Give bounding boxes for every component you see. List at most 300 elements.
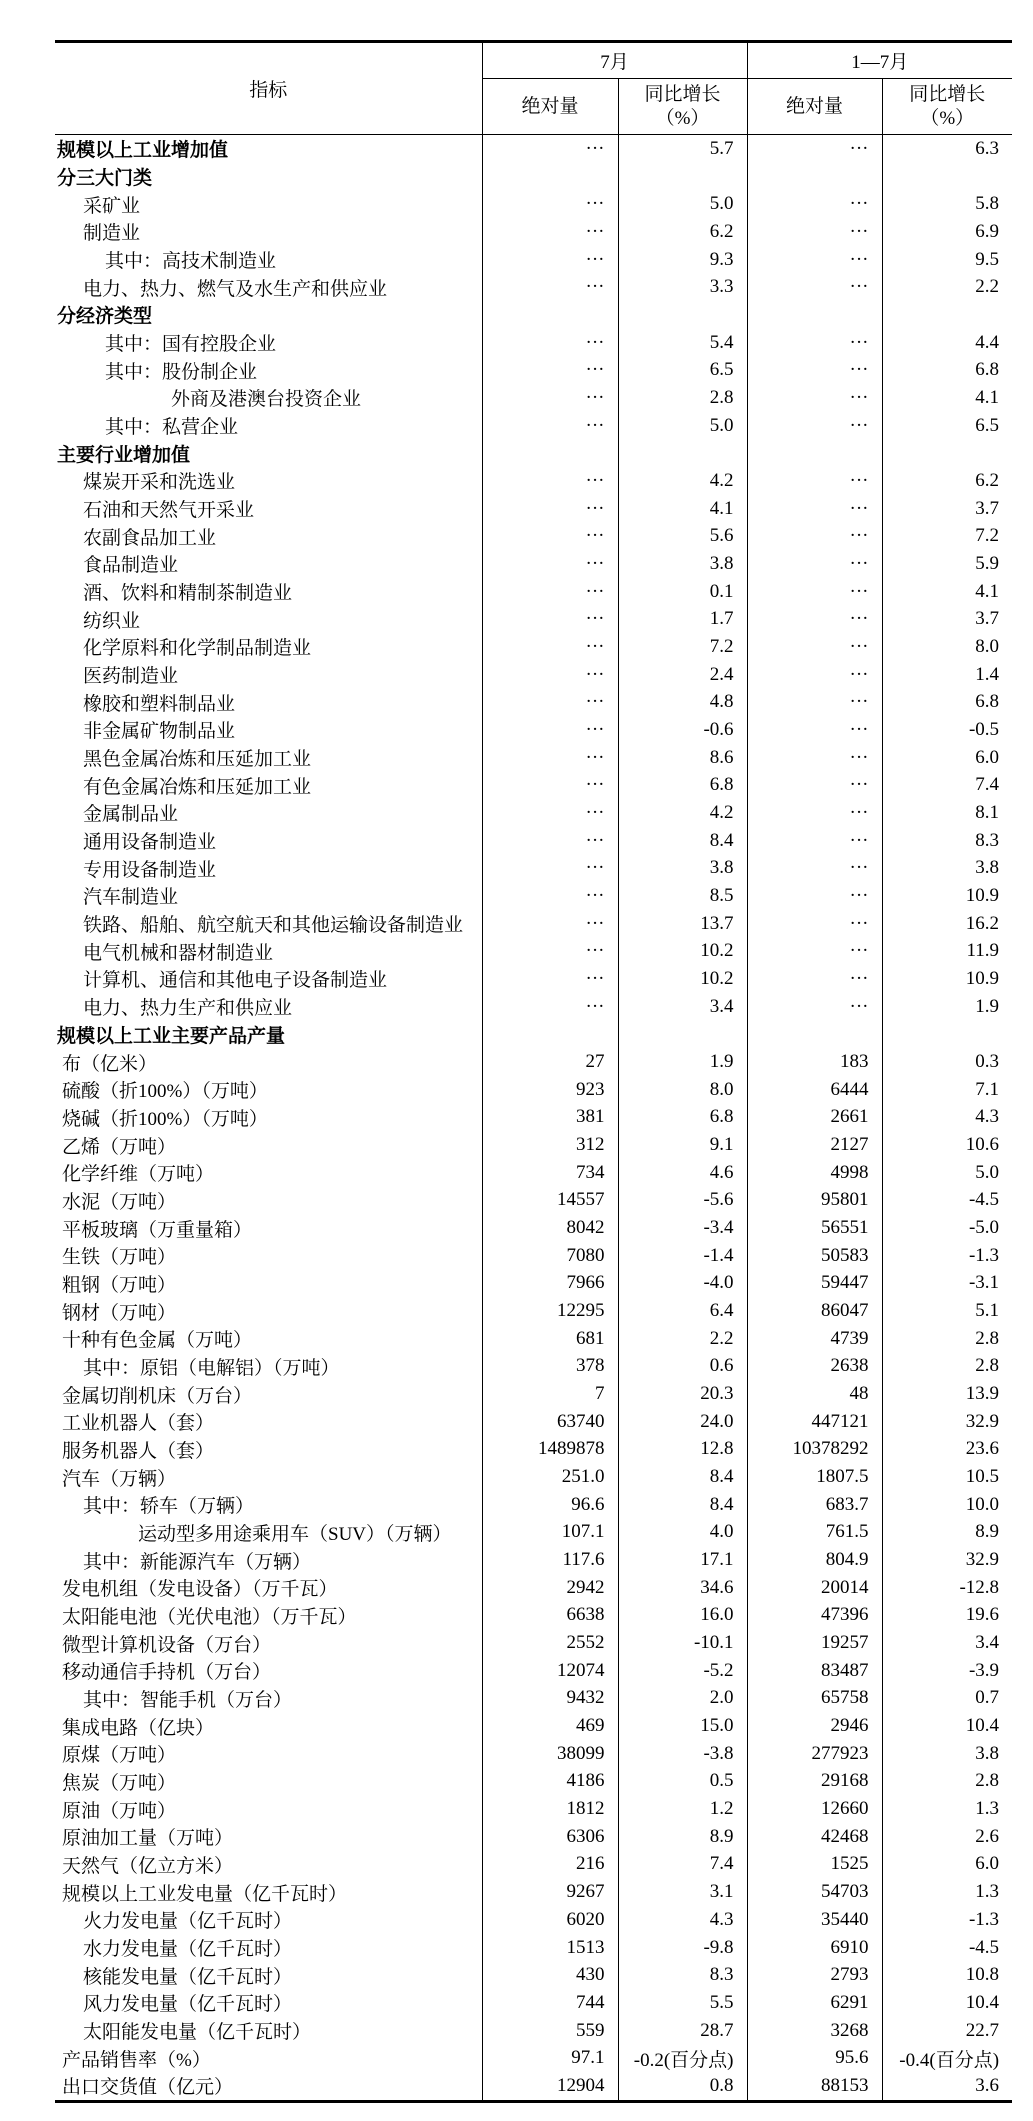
value-cell-jan-jul-yoy: 4.1 [882,578,1012,606]
value-cell-jan-jul-yoy: 1.3 [882,1878,1012,1906]
value-cell-july-yoy: 4.1 [618,495,747,523]
row-label: 核能发电量（亿千瓦时） [83,1966,293,1988]
value-cell-july-absolute: ··· [482,273,618,301]
value-cell-july-yoy: 34.6 [618,1574,747,1602]
table-row [55,190,1012,218]
row-label: 制造业 [83,223,141,245]
value-cell-jan-jul-yoy: 10.4 [882,1989,1012,2017]
value-cell-july-yoy: 8.5 [618,882,747,910]
value-cell-july-absolute: 38099 [482,1740,618,1768]
value-cell-july-yoy: 15.0 [618,1712,747,1740]
value-cell-jan-jul-yoy: -4.5 [882,1187,1012,1215]
value-cell-july-absolute: ··· [482,661,618,689]
table-row [55,1380,1012,1408]
table-row [55,688,1012,716]
table-row [55,1270,1012,1298]
value-cell-jan-jul-yoy: -1.3 [882,1242,1012,1270]
value-cell-jan-jul-yoy: 2.6 [882,1823,1012,1851]
value-cell-july-yoy: -1.4 [618,1242,747,1270]
value-cell-jan-jul-absolute: ··· [747,854,882,882]
yoy-label-line2: （%） [655,107,710,129]
value-cell-july-absolute: 12904 [482,2072,618,2101]
row-label: 其中：智能手机（万台） [83,1689,293,1711]
value-cell-jan-jul-absolute: ··· [747,135,882,163]
value-cell-jan-jul-yoy: 6.2 [882,467,1012,495]
value-cell-jan-jul-yoy: -4.5 [882,1934,1012,1962]
table-row [55,1961,1012,1989]
row-label: 主要行业增加值 [57,444,191,466]
value-cell-july-absolute: 1812 [482,1795,618,1823]
table-row [55,965,1012,993]
value-cell-jan-jul-yoy: 8.9 [882,1519,1012,1547]
value-cell-july-absolute: 97.1 [482,2044,618,2072]
value-cell-july-absolute: ··· [482,246,618,274]
value-cell-jan-jul-yoy: 10.4 [882,1712,1012,1740]
table-row [55,1436,1012,1464]
value-cell-jan-jul-yoy: 6.8 [882,356,1012,384]
table-row [55,550,1012,578]
value-cell-jan-jul-yoy: 3.8 [882,854,1012,882]
value-cell-jan-jul-yoy: 3.4 [882,1629,1012,1657]
value-cell-jan-jul-yoy: 13.9 [882,1380,1012,1408]
value-cell-july-yoy: 1.7 [618,605,747,633]
value-cell-jan-jul-yoy: 10.5 [882,1463,1012,1491]
row-label: 分经济类型 [57,306,153,328]
value-cell-jan-jul-absolute: 47396 [747,1602,882,1630]
value-cell-july-absolute: ··· [482,135,618,163]
row-label: 产品销售率（%） [62,2049,211,2071]
row-label: 化学纤维（万吨） [62,1164,215,1186]
value-cell-jan-jul-absolute: 54703 [747,1878,882,1906]
table-row [55,2017,1012,2045]
table-row [55,744,1012,772]
table-row [55,384,1012,412]
value-cell-july-absolute: 923 [482,1076,618,1104]
row-label: 十种有色金属（万吨） [62,1330,253,1352]
row-label: 采矿业 [83,195,141,217]
value-cell-july-yoy: 3.3 [618,273,747,301]
value-cell-jan-jul-yoy: 6.3 [882,135,1012,163]
value-cell-july-absolute: 1489878 [482,1436,618,1464]
value-cell-july-yoy: 6.8 [618,771,747,799]
value-cell-july-absolute: 107.1 [482,1519,618,1547]
value-cell-jan-jul-absolute: ··· [747,661,882,689]
value-cell-july-yoy [618,163,747,191]
value-cell-july-absolute: 681 [482,1325,618,1353]
value-cell-july-yoy: 0.8 [618,2072,747,2101]
column-header-jan-jul: 1—7月 [747,42,1012,79]
table-row [55,1574,1012,1602]
value-cell-july-yoy: 20.3 [618,1380,747,1408]
row-label: 电力、热力、燃气及水生产和供应业 [83,278,388,300]
table-row [55,135,1012,163]
value-cell-jan-jul-yoy: 4.4 [882,329,1012,357]
value-cell-july-yoy: 5.6 [618,522,747,550]
column-header-absolute-jan-jul [747,79,882,135]
value-cell-july-yoy: 8.3 [618,1961,747,1989]
row-label: 石油和天然气开采业 [83,500,255,522]
table-row [55,1629,1012,1657]
column-header-indicator: 指标 [55,42,482,135]
value-cell-jan-jul-absolute: ··· [747,965,882,993]
row-label: 布（亿米） [62,1053,158,1075]
value-cell-jan-jul-yoy: 5.1 [882,1297,1012,1325]
value-cell-july-absolute: 312 [482,1131,618,1159]
value-cell-july-yoy: -5.6 [618,1187,747,1215]
table-row [55,329,1012,357]
row-label: 专用设备制造业 [83,859,217,881]
value-cell-jan-jul-absolute: ··· [747,688,882,716]
value-cell-jan-jul-yoy: 6.9 [882,218,1012,246]
value-cell-jan-jul-absolute: 35440 [747,1906,882,1934]
row-label: 有色金属冶炼和压延加工业 [83,776,312,798]
table-row [55,1712,1012,1740]
table-row [55,1546,1012,1574]
value-cell-july-yoy: 12.8 [618,1436,747,1464]
row-label: 外商及港澳台投资企业 [171,389,362,411]
value-cell-july-yoy: 2.4 [618,661,747,689]
table-row [55,1934,1012,1962]
value-cell-july-yoy: 16.0 [618,1602,747,1630]
value-cell-jan-jul-yoy: 0.7 [882,1685,1012,1713]
value-cell-jan-jul-yoy: 2.8 [882,1325,1012,1353]
row-label: 烧碱（折100%）（万吨） [62,1108,268,1130]
value-cell-jan-jul-yoy: 23.6 [882,1436,1012,1464]
row-label: 汽车（万辆） [62,1468,177,1490]
value-cell-july-absolute: ··· [482,688,618,716]
value-cell-jan-jul-absolute: 95801 [747,1187,882,1215]
table-row [55,1795,1012,1823]
table-row [55,937,1012,965]
table-row [55,1131,1012,1159]
value-cell-jan-jul-yoy: 6.0 [882,1851,1012,1879]
value-cell-jan-jul-yoy: 2.8 [882,1768,1012,1796]
value-cell-july-yoy: 4.8 [618,688,747,716]
industrial-output-table [55,40,1012,2103]
value-cell-jan-jul-yoy: 2.2 [882,273,1012,301]
table-row [55,1159,1012,1187]
value-cell-jan-jul-yoy: 3.6 [882,2072,1012,2101]
row-label: 粗钢（万吨） [62,1274,177,1296]
row-label: 钢材（万吨） [62,1302,177,1324]
value-cell-july-absolute: 430 [482,1961,618,1989]
table-row [55,1519,1012,1547]
row-label: 太阳能发电量（亿千瓦时） [83,2022,312,2044]
row-label: 太阳能电池（光伏电池）（万千瓦） [62,1606,357,1628]
row-label: 乙烯（万吨） [62,1136,177,1158]
row-label: 煤炭开采和洗选业 [83,472,236,494]
value-cell-july-absolute: 12074 [482,1657,618,1685]
value-cell-jan-jul-absolute: 447121 [747,1408,882,1436]
value-cell-july-yoy: 8.0 [618,1076,747,1104]
value-cell-july-yoy: 6.8 [618,1104,747,1132]
value-cell-jan-jul-absolute: ··· [747,578,882,606]
table-row [55,1104,1012,1132]
row-label: 其中：股份制企业 [105,361,258,383]
table-row [55,1851,1012,1879]
value-cell-jan-jul-absolute: 3268 [747,2017,882,2045]
value-cell-jan-jul-absolute: ··· [747,467,882,495]
value-cell-jan-jul-yoy: 0.3 [882,1048,1012,1076]
value-cell-jan-jul-yoy: 3.7 [882,495,1012,523]
table-row [55,1657,1012,1685]
value-cell-jan-jul-absolute: ··· [747,246,882,274]
value-cell-july-yoy: 2.0 [618,1685,747,1713]
value-cell-jan-jul-absolute: ··· [747,412,882,440]
value-cell-july-yoy: 4.3 [618,1906,747,1934]
value-cell-july-yoy: 6.2 [618,218,747,246]
value-cell-jan-jul-yoy: 9.5 [882,246,1012,274]
value-cell-july-absolute: ··· [482,993,618,1021]
value-cell-july-yoy: 8.4 [618,1463,747,1491]
value-cell-july-absolute: ··· [482,910,618,938]
value-cell-jan-jul-absolute: 95.6 [747,2044,882,2072]
value-cell-july-absolute: ··· [482,605,618,633]
value-cell-july-absolute: 378 [482,1353,618,1381]
value-cell-july-yoy: 24.0 [618,1408,747,1436]
row-label: 橡胶和塑料制品业 [83,693,236,715]
value-cell-july-yoy: -5.2 [618,1657,747,1685]
value-cell-july-absolute: ··· [482,882,618,910]
column-header-yoy-jan-jul [882,79,1012,135]
value-cell-jan-jul-yoy: 7.1 [882,1076,1012,1104]
table-row [55,1048,1012,1076]
value-cell-july-yoy: 4.0 [618,1519,747,1547]
row-label: 原煤（万吨） [62,1745,177,1767]
row-label: 其中：高技术制造业 [105,251,277,273]
table-row [55,827,1012,855]
value-cell-july-absolute: 117.6 [482,1546,618,1574]
value-cell-jan-jul-absolute: 761.5 [747,1519,882,1547]
value-cell-july-absolute: ··· [482,550,618,578]
value-cell-july-yoy: 1.9 [618,1048,747,1076]
absolute-label: 绝对量 [786,95,844,117]
value-cell-jan-jul-absolute: 19257 [747,1629,882,1657]
value-cell-july-yoy: -3.4 [618,1214,747,1242]
table-row [55,578,1012,606]
value-cell-jan-jul-yoy: 7.2 [882,522,1012,550]
value-cell-jan-jul-absolute: 50583 [747,1242,882,1270]
table-row [55,1021,1012,1049]
value-cell-july-absolute: 744 [482,1989,618,2017]
value-cell-jan-jul-absolute: ··· [747,356,882,384]
table-row [55,1768,1012,1796]
value-cell-jan-jul-absolute: ··· [747,384,882,412]
value-cell-july-yoy: 7.4 [618,1851,747,1879]
value-cell-jan-jul-yoy: 8.0 [882,633,1012,661]
table-row [55,439,1012,467]
value-cell-july-absolute: 2942 [482,1574,618,1602]
value-cell-jan-jul-absolute [747,1021,882,1049]
row-label: 黑色金属冶炼和压延加工业 [83,749,312,771]
value-cell-jan-jul-yoy: 1.9 [882,993,1012,1021]
value-cell-jan-jul-absolute: 6291 [747,1989,882,2017]
value-cell-july-absolute: ··· [482,827,618,855]
value-cell-july-yoy: 6.5 [618,356,747,384]
value-cell-july-yoy: 17.1 [618,1546,747,1574]
table-row [55,467,1012,495]
table-row [55,1325,1012,1353]
value-cell-jan-jul-absolute: 2127 [747,1131,882,1159]
row-label: 电气机械和器材制造业 [83,942,274,964]
value-cell-jan-jul-yoy: 1.4 [882,661,1012,689]
value-cell-jan-jul-yoy: -0.4(百分点) [882,2044,1012,2072]
row-label: 风力发电量（亿千瓦时） [83,1994,293,2016]
table-row [55,993,1012,1021]
value-cell-july-yoy: 3.4 [618,993,747,1021]
table-row [55,1187,1012,1215]
value-cell-july-yoy: 1.2 [618,1795,747,1823]
row-label: 食品制造业 [83,555,179,577]
column-header-july: 7月 [482,42,747,79]
value-cell-july-yoy [618,301,747,329]
row-label: 工业机器人（套） [62,1413,215,1435]
value-cell-july-absolute: 27 [482,1048,618,1076]
value-cell-jan-jul-yoy [882,1021,1012,1049]
value-cell-jan-jul-yoy [882,439,1012,467]
header-group-row [55,42,1012,79]
row-label: 硫酸（折100%）（万吨） [62,1081,268,1103]
value-cell-jan-jul-absolute: 6910 [747,1934,882,1962]
value-cell-july-absolute: 559 [482,2017,618,2045]
table-row [55,799,1012,827]
value-cell-july-yoy: 28.7 [618,2017,747,2045]
value-cell-jan-jul-absolute: 804.9 [747,1546,882,1574]
value-cell-july-yoy: 8.6 [618,744,747,772]
value-cell-july-absolute: ··· [482,522,618,550]
row-label: 分三大门类 [57,168,153,189]
value-cell-july-yoy: 3.8 [618,550,747,578]
value-cell-jan-jul-absolute: 1525 [747,1851,882,1879]
value-cell-july-absolute: 9432 [482,1685,618,1713]
value-cell-jan-jul-yoy: 2.8 [882,1353,1012,1381]
value-cell-july-absolute [482,1021,618,1049]
value-cell-july-yoy: 8.4 [618,1491,747,1519]
table-row [55,1685,1012,1713]
value-cell-jan-jul-absolute: ··· [747,937,882,965]
value-cell-july-absolute [482,301,618,329]
table-header [55,42,1012,135]
value-cell-jan-jul-absolute: ··· [747,550,882,578]
table-row [55,1353,1012,1381]
value-cell-jan-jul-yoy: -3.1 [882,1270,1012,1298]
yoy-label-line1: 同比增长 [644,83,721,105]
row-label: 医药制造业 [83,666,179,688]
value-cell-jan-jul-absolute: ··· [747,882,882,910]
table-row [55,2072,1012,2101]
value-cell-july-absolute: 9267 [482,1878,618,1906]
value-cell-july-yoy: 13.7 [618,910,747,938]
value-cell-jan-jul-absolute: 2793 [747,1961,882,1989]
value-cell-july-absolute: 12295 [482,1297,618,1325]
value-cell-july-absolute: ··· [482,771,618,799]
row-label: 酒、饮料和精制茶制造业 [83,583,293,605]
value-cell-july-yoy: 4.2 [618,799,747,827]
value-cell-jan-jul-absolute: ··· [747,190,882,218]
value-cell-jan-jul-yoy: 6.5 [882,412,1012,440]
row-label: 原油（万吨） [62,1800,177,1822]
row-label: 规模以上工业主要产品产量 [57,1025,286,1047]
value-cell-july-absolute: 251.0 [482,1463,618,1491]
value-cell-jan-jul-absolute: 277923 [747,1740,882,1768]
value-cell-july-yoy: 0.6 [618,1353,747,1381]
value-cell-jan-jul-yoy: 10.0 [882,1491,1012,1519]
value-cell-july-absolute: ··· [482,799,618,827]
value-cell-jan-jul-yoy: 10.9 [882,882,1012,910]
value-cell-jan-jul-yoy: -0.5 [882,716,1012,744]
row-label: 其中：新能源汽车（万辆） [83,1551,312,1573]
row-label: 铁路、船舶、航空航天和其他运输设备制造业 [83,915,464,937]
value-cell-jan-jul-absolute: ··· [747,993,882,1021]
value-cell-july-absolute: 4186 [482,1768,618,1796]
row-label: 平板玻璃（万重量箱） [62,1219,253,1241]
value-cell-jan-jul-yoy: 1.3 [882,1795,1012,1823]
table-row [55,246,1012,274]
value-cell-july-absolute: ··· [482,744,618,772]
value-cell-july-yoy: -4.0 [618,1270,747,1298]
value-cell-july-yoy [618,1021,747,1049]
value-cell-jan-jul-yoy: 5.0 [882,1159,1012,1187]
yoy-label-line2: （%） [920,107,975,129]
value-cell-july-yoy: 5.0 [618,412,747,440]
value-cell-jan-jul-absolute: 48 [747,1380,882,1408]
value-cell-july-yoy: 0.1 [618,578,747,606]
row-label: 发电机组（发电设备）（万千瓦） [62,1579,338,1601]
value-cell-july-absolute: 6638 [482,1602,618,1630]
row-label: 焦炭（万吨） [62,1772,177,1794]
table-row [55,1242,1012,1270]
row-label: 其中：国有控股企业 [105,334,277,356]
value-cell-july-yoy: 8.9 [618,1823,747,1851]
value-cell-july-yoy: 3.1 [618,1878,747,1906]
table-row [55,605,1012,633]
value-cell-july-absolute: 96.6 [482,1491,618,1519]
value-cell-july-yoy: 4.6 [618,1159,747,1187]
value-cell-jan-jul-absolute: 1807.5 [747,1463,882,1491]
value-cell-jan-jul-absolute: 2661 [747,1104,882,1132]
value-cell-jan-jul-absolute: ··· [747,910,882,938]
row-label: 金属制品业 [83,804,179,826]
table-row [55,1214,1012,1242]
value-cell-july-absolute: 734 [482,1159,618,1187]
column-header-yoy-july [618,79,747,135]
value-cell-jan-jul-absolute: 86047 [747,1297,882,1325]
value-cell-jan-jul-yoy: 32.9 [882,1408,1012,1436]
value-cell-july-yoy: -10.1 [618,1629,747,1657]
value-cell-jan-jul-yoy: 4.3 [882,1104,1012,1132]
value-cell-jan-jul-absolute: ··· [747,329,882,357]
value-cell-jan-jul-absolute: ··· [747,633,882,661]
value-cell-july-absolute: 8042 [482,1214,618,1242]
value-cell-jan-jul-absolute: ··· [747,744,882,772]
value-cell-jan-jul-absolute: 59447 [747,1270,882,1298]
table-row [55,633,1012,661]
value-cell-july-yoy: 0.5 [618,1768,747,1796]
row-label: 非金属矿物制品业 [83,721,236,743]
value-cell-july-yoy: -0.6 [618,716,747,744]
yoy-label-line1: 同比增长 [909,83,986,105]
value-cell-jan-jul-yoy: -1.3 [882,1906,1012,1934]
table-row [55,1878,1012,1906]
table-row [55,412,1012,440]
value-cell-july-yoy: 2.2 [618,1325,747,1353]
table-body [55,135,1012,2102]
table-row [55,1823,1012,1851]
row-label: 规模以上工业增加值 [57,140,229,162]
table-row [55,522,1012,550]
row-label: 农副食品加工业 [83,527,217,549]
row-label: 微型计算机设备（万台） [62,1634,272,1656]
